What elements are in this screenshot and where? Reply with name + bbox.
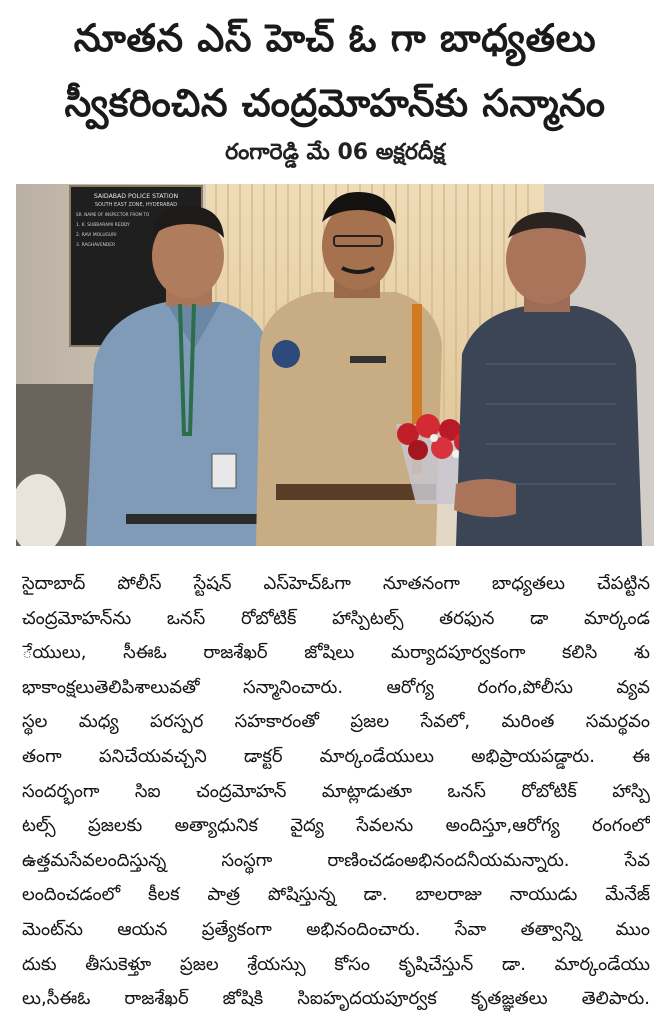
article-line: లు,సీఈఓ రాజశేఖర్ జోషికి సిఐహృదయపూర్వక కృతజ్ఞతలు తెలిపారు. xyxy=(22,988,650,1010)
article-line: స్థల మధ్య పరస్పర సహకారంతో ప్రజల సేవలో, మరింత సమర్థవం xyxy=(22,711,650,733)
news-photo xyxy=(16,184,654,546)
article-line: సందర్భంగా సిఐ చంద్రమోహన్ మాట్లాడుతూ ఒనస్ రోబోటిక్ హాస్పి xyxy=(22,780,650,802)
board-line-1: SAIDABAD POLICE STATION xyxy=(93,193,179,200)
board-line-3: SR. NAME OF INSPECTOR FROM TO xyxy=(76,212,150,217)
article-line: దుకు తీసుకెళ్తూ ప్రజల శ్రేయస్సు కోసం కృషిచేస్తున్ డా. మార్కండేయు xyxy=(22,953,650,975)
article-line: లందించడంలో కీలక పాత్ర పోషిస్తున్న డా. బాలరాజు నాయుడు మేనేజ్ xyxy=(22,884,650,906)
headline-line-2: స్వీకరించిన చంద్రమోహన్‌కు సన్మానం xyxy=(64,81,606,125)
article-line: ఉత్తమసేవలందిస్తున్న సంస్థగా రాణించడంఅభినందనీయమన్నారు. సేవ xyxy=(22,849,650,871)
article-line: టల్స్ ప్రజలకు అత్యాధునిక వైద్య సేవలను అందిస్తూ,ఆరోగ్య రంగంలో xyxy=(22,815,650,837)
board-line-6: 3. RAGHAVENDER xyxy=(76,243,116,248)
article-line: చంద్రమోహన్‌ను ఒనస్ రోబోటిక్ హాస్పిటల్స్ తరఫున డా మార్కండ xyxy=(22,607,650,629)
article-body xyxy=(22,567,650,1012)
article-line: తంగా పనిచేయవచ్చని డాక్టర్ మార్కండేయులు అభిప్రాయపడ్డారు. ఈ xyxy=(22,745,650,767)
article-line: సైదాబాద్ పోలీస్ స్టేషన్ ఎస్‌హెచ్‌ఓగా నూతనంగా బాధ్యతలు చేపట్టిన xyxy=(22,573,650,594)
board-line-2: SOUTH EAST ZONE, HYDERABAD xyxy=(94,202,178,208)
board-line-4: 1. K. SUBBARAMI REDDY xyxy=(76,223,130,228)
article-line: మెంట్‌ను ఆయన ప్రత్యేకంగా అభినందించారు. సేవా తత్వాన్ని ముం xyxy=(22,918,650,940)
dateline: రంగారెడ్డి మే 06 అక్షరదీక్ష xyxy=(225,140,445,165)
board-line-5: 2. RAVI MOLUGURI xyxy=(76,233,117,238)
headline-line-1: నూతన ఎస్ హెచ్ ఓ గా బాధ్యతలు xyxy=(73,16,597,60)
article-line: ేయులు, సీఈఓ రాజశేఖర్ జోషిలు మర్యాదపూర్వకంగా కలిసి శు xyxy=(22,642,650,664)
article-line: భాకాంక్షలుతెలిపిశాలువతో సన్మానించారు. ఆరోగ్య రంగం,పోలీసు వ్యవ xyxy=(22,676,650,698)
